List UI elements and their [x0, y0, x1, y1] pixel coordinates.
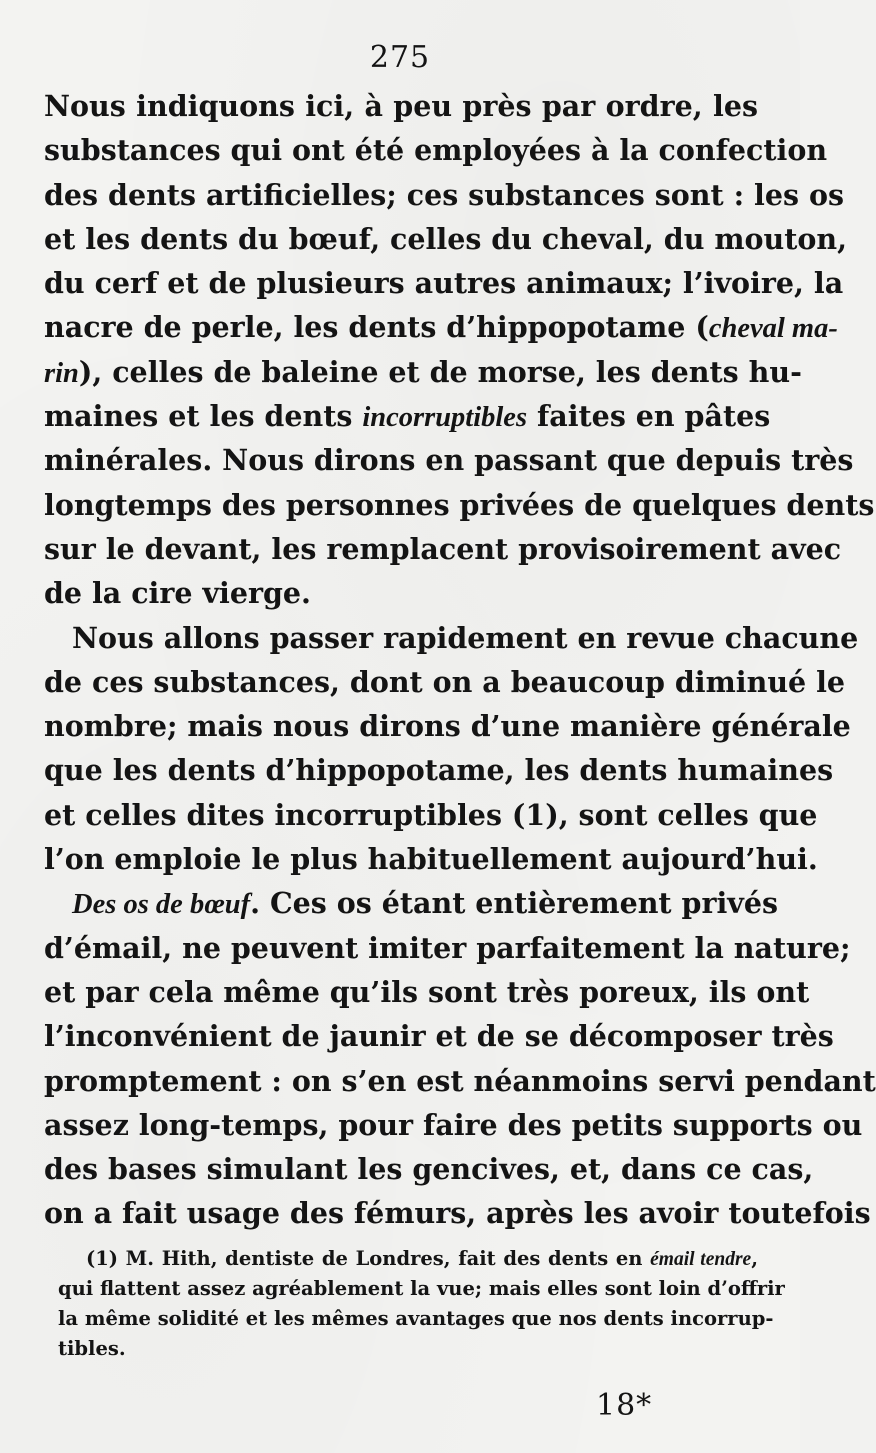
italic-text: Des os de bœuf: [72, 889, 251, 921]
text-line: [44, 1147, 814, 1191]
text-run: on a fait usage des fémurs, après les avoir toutefois: [44, 1196, 871, 1231]
text-line: [44, 793, 818, 837]
signature-mark: 18*: [596, 1388, 653, 1423]
text-run: substances qui ont été employées à la confection: [44, 133, 828, 168]
text-run: ), celles de baleine et de morse, les dents hu-: [78, 354, 802, 389]
text-line: [44, 837, 818, 881]
text-run: longtemps des personnes privées de quelques dents: [44, 487, 875, 522]
text-line: [44, 350, 802, 394]
text-run: des bases simulant les gencives, et, dans ce cas,: [44, 1152, 814, 1187]
text-run: l’on emploie le plus habituellement aujourd’hui.: [44, 842, 818, 877]
text-run: et par cela même qu’ils sont très poreux, ils ont: [44, 974, 810, 1009]
paragraph: [44, 616, 859, 882]
text-line: [44, 571, 758, 615]
text-line: [44, 217, 848, 261]
text-line: [44, 1191, 871, 1235]
text-run: et celles dites incorruptibles (1), sont celles que: [44, 797, 818, 832]
text-run: ,: [751, 1247, 758, 1270]
italic-text: incorruptibles: [362, 402, 528, 434]
text-line: [44, 1014, 834, 1058]
text-run: maines et les dents: [44, 399, 363, 434]
text-line: [44, 660, 846, 704]
text-line: [44, 1059, 876, 1103]
italic-text: cheval ma-: [708, 313, 838, 345]
text-run: l’inconvénient de jaunir et de se décomposer très: [44, 1019, 834, 1054]
text-run: qui flattent assez agréablement la vue; mais elles sont loin d’offrir: [58, 1277, 785, 1300]
footnote-line: [58, 1274, 785, 1304]
text-run: nacre de perle, les dents d’hippopotame (: [44, 310, 709, 345]
text-run: faites en pâtes: [527, 399, 771, 434]
text-run: la même solidité et les mêmes avantages que nos dents incorrup-: [58, 1307, 774, 1330]
italic-text: rin: [44, 357, 79, 389]
footnote-line: [58, 1244, 758, 1274]
text-run: . Ces os étant entièrement privés: [250, 886, 779, 921]
text-line: [44, 704, 851, 748]
text-run: du cerf et de plusieurs autres animaux; l’ivoire, la: [44, 266, 844, 301]
text-run: nombre; mais nous dirons d’une manière générale: [44, 709, 851, 744]
text-run: Nous indiquons ici, à peu près par ordre, les: [44, 89, 758, 123]
text-line: [44, 438, 854, 482]
text-run: d’émail, ne peuvent imiter parfaitement la nature;: [44, 930, 851, 965]
text-line: [44, 483, 875, 527]
text-run: de la cire vierge.: [44, 576, 311, 611]
text-line: [44, 926, 851, 970]
text-line: [44, 305, 838, 349]
text-line: [44, 128, 828, 172]
text-run: de ces substances, dont on a beaucoup diminué le: [44, 664, 846, 699]
paragraph: [44, 84, 875, 616]
text-line: [44, 970, 810, 1014]
text-run: sur le devant, les remplacent provisoirement avec: [44, 531, 842, 566]
text-run: (1) M. Hith, dentiste de Londres, fait des dents en: [86, 1247, 651, 1270]
text-run: minérales. Nous dirons en passant que depuis très: [44, 443, 854, 478]
text-run: que les dents d’hippopotame, les dents humaines: [44, 753, 834, 788]
page-number: 275: [369, 40, 431, 75]
text-line: [44, 527, 842, 571]
footnote-line: [58, 1304, 774, 1334]
footnote-line: [58, 1334, 758, 1364]
text-line: [44, 261, 844, 305]
body-text: [44, 84, 876, 1236]
text-run: des dents artificielles; ces substances sont : les os: [44, 177, 845, 212]
text-line: [44, 616, 859, 660]
footnote: [58, 1244, 785, 1364]
text-line: [44, 1103, 863, 1147]
text-line: [44, 394, 771, 438]
text-line: [44, 84, 758, 128]
text-run: Nous allons passer rapidement en revue chacune: [72, 620, 859, 655]
text-line: [44, 748, 834, 792]
text-run: promptement : on s’en est néanmoins servi pendant: [44, 1063, 876, 1098]
text-run: assez long-temps, pour faire des petits supports ou: [44, 1107, 863, 1142]
text-line: [44, 173, 845, 217]
text-line: [44, 881, 779, 925]
italic-text: émail tendre: [650, 1249, 752, 1270]
paragraph: [44, 881, 876, 1235]
text-run: tibles.: [58, 1337, 126, 1360]
text-run: et les dents du bœuf, celles du cheval, du mouton,: [44, 221, 848, 256]
